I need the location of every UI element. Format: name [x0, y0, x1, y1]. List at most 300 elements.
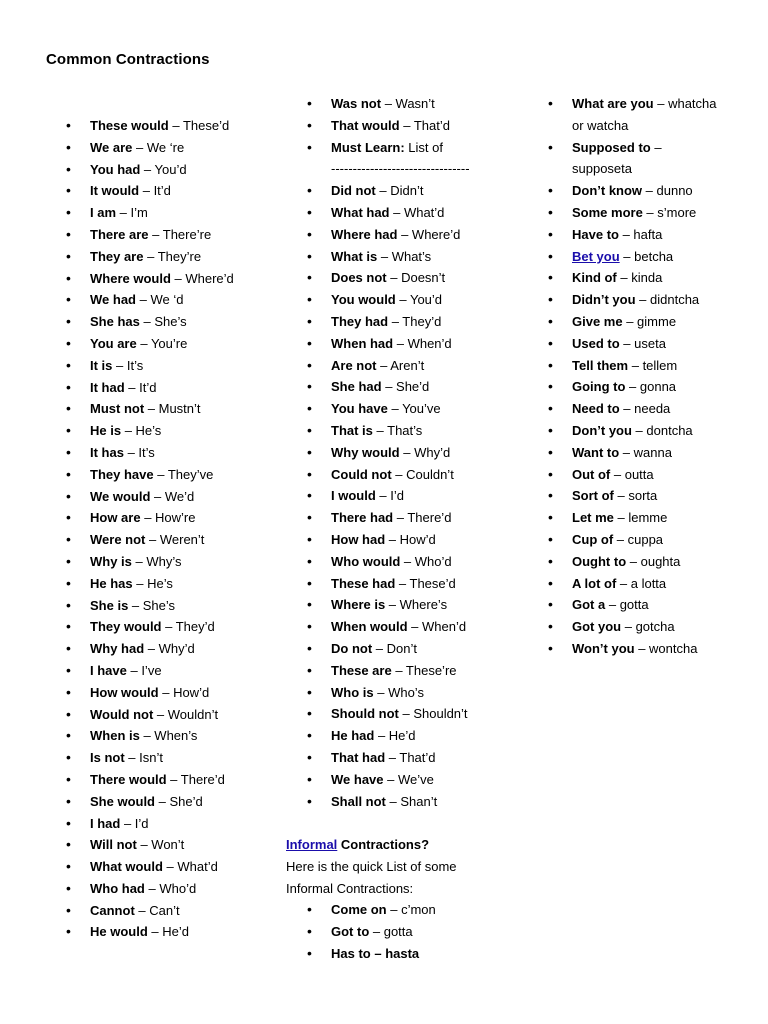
term: How had	[331, 531, 386, 547]
list-item	[66, 289, 258, 311]
contraction: – wontcha	[634, 640, 698, 656]
contraction: – It’d	[124, 379, 157, 395]
informal-link[interactable]: Informal	[286, 837, 338, 852]
term: Some more	[572, 204, 643, 220]
term: Got a	[572, 597, 606, 613]
list-item	[66, 311, 258, 333]
contraction: – There’re	[148, 226, 212, 242]
term: Have to	[572, 226, 619, 242]
list-item	[66, 747, 258, 769]
contraction: – What’s	[377, 248, 432, 264]
term: That would	[331, 117, 400, 133]
term: Must Learn:	[331, 139, 405, 155]
contraction: – Mustn’t	[144, 401, 201, 417]
term: Cup of	[572, 531, 614, 547]
term: What is	[331, 248, 378, 264]
term: When would	[331, 619, 408, 635]
list-item	[66, 725, 258, 747]
contraction: – Where’d	[397, 226, 461, 242]
list-item	[307, 594, 537, 616]
term: Could not	[331, 466, 392, 482]
list-item	[548, 529, 722, 551]
list-item	[548, 246, 722, 268]
list-item	[307, 442, 537, 464]
contraction: – Wasn’t	[381, 96, 435, 111]
list-item	[307, 660, 537, 682]
list-item	[307, 638, 537, 660]
term: We would	[90, 488, 151, 504]
list-item	[548, 376, 722, 398]
contraction: – lemme	[613, 510, 668, 526]
list-item	[66, 900, 258, 922]
contraction: – They’re	[143, 248, 202, 264]
list-item	[307, 791, 537, 813]
contraction: – There’d	[166, 771, 225, 787]
term: He has	[90, 575, 133, 591]
term: That had	[331, 749, 386, 765]
contraction: – Shan’t	[385, 793, 438, 809]
term: It has	[90, 444, 124, 460]
contraction: – These’re	[391, 662, 457, 678]
list-item	[548, 551, 722, 573]
contraction: – They’ve	[153, 466, 214, 482]
list-item	[307, 115, 537, 137]
list-item	[548, 355, 722, 377]
list-item	[307, 703, 537, 725]
list-item	[66, 202, 258, 224]
list-item	[66, 420, 258, 442]
list-item	[66, 464, 258, 486]
term: Shall not	[331, 793, 386, 809]
contraction: – It’s	[123, 444, 155, 460]
list-item	[66, 573, 258, 595]
list-item	[307, 158, 537, 180]
contraction: – These’d	[395, 575, 456, 591]
list-item	[548, 202, 722, 224]
term: When is	[90, 728, 140, 744]
informal-contractions-list	[307, 899, 527, 964]
term: Who would	[331, 553, 401, 569]
contraction: – supposeta	[572, 139, 662, 177]
contraction: – Who’d	[400, 553, 452, 569]
list-item	[307, 464, 537, 486]
term: We have	[331, 771, 384, 787]
contractions-column-3	[548, 93, 748, 660]
term: Will not	[90, 837, 137, 853]
list-item	[548, 93, 722, 137]
term: There had	[331, 510, 394, 526]
contraction: – a lotta	[616, 575, 667, 591]
list-item	[307, 725, 537, 747]
contraction: – c’mon	[386, 902, 436, 917]
contraction: – I’d	[120, 815, 149, 831]
term: That is	[331, 422, 373, 438]
list-item	[548, 594, 722, 616]
contraction: – Where’s	[385, 597, 448, 613]
term: Kind of	[572, 270, 617, 286]
list-item	[548, 442, 722, 464]
contraction: – When’d	[393, 335, 452, 351]
list-item	[548, 638, 722, 660]
contraction: – Aren’t	[376, 357, 425, 373]
informal-heading	[286, 834, 516, 856]
contraction: – She’s	[139, 314, 187, 330]
list-item	[307, 769, 537, 791]
list-item	[66, 246, 258, 268]
term: Is not	[90, 750, 125, 766]
contractions-column-2	[307, 93, 537, 812]
list-item	[307, 333, 537, 355]
term: Were not	[90, 532, 146, 548]
list-item	[307, 267, 537, 289]
contraction: – He’d	[374, 728, 416, 744]
contraction: List of	[404, 139, 443, 155]
list-item	[66, 813, 258, 835]
contraction: – Who’d	[144, 880, 197, 896]
term: He would	[90, 924, 148, 940]
term: She has	[90, 314, 140, 330]
term: We had	[90, 292, 136, 308]
contraction: – Didn’t	[375, 183, 424, 199]
contraction: – whatcha or watcha	[572, 96, 717, 133]
list-item	[307, 180, 537, 202]
list-item	[307, 93, 537, 115]
list-item	[66, 529, 258, 551]
term: How are	[90, 510, 141, 526]
list-item	[307, 398, 537, 420]
contraction: – Who’s	[373, 684, 424, 700]
list-item	[307, 573, 537, 595]
term: These had	[331, 575, 396, 591]
contraction: – He’s	[121, 423, 162, 439]
term: Who had	[90, 880, 145, 896]
term: Out of	[572, 466, 611, 482]
term: Got to	[331, 923, 370, 939]
contraction: – What’d	[162, 859, 218, 875]
term: Come on	[331, 902, 387, 917]
contraction: – When’s	[139, 728, 198, 744]
list-item	[66, 442, 258, 464]
list-item	[66, 682, 258, 704]
contraction: – I’ve	[126, 662, 162, 678]
term: A lot of	[572, 575, 617, 591]
term: She would	[90, 793, 155, 809]
term: There are	[90, 226, 149, 242]
list-item	[548, 420, 722, 442]
list-item	[66, 921, 258, 943]
list-item	[66, 834, 258, 856]
contraction: – didntcha	[635, 292, 700, 308]
list-item	[307, 311, 537, 333]
term: Would not	[90, 706, 154, 722]
list-item	[548, 573, 722, 595]
contraction: – cuppa	[613, 531, 664, 547]
list-item	[548, 311, 722, 333]
list-item	[307, 202, 537, 224]
term: She is	[90, 597, 129, 613]
contraction: – sorta	[613, 488, 658, 504]
contraction: – She’d	[155, 793, 203, 809]
term: How would	[90, 684, 159, 700]
contraction: – He’d	[147, 924, 189, 940]
list-item	[307, 137, 537, 159]
term: I am	[90, 205, 117, 221]
contraction: – dunno	[642, 183, 693, 199]
list-item	[66, 595, 258, 617]
contraction: – They’d	[388, 313, 442, 329]
term: Need to	[572, 401, 620, 417]
list-item	[66, 377, 258, 399]
list-item	[307, 507, 537, 529]
contraction: – I’m	[116, 205, 148, 221]
list-item	[66, 507, 258, 529]
contraction: – How’d	[385, 531, 436, 547]
term: Are not	[331, 357, 377, 373]
contraction: – Why’s	[131, 553, 182, 569]
informal-intro-line: Informal Contractions:	[286, 880, 414, 896]
contraction: – These’d	[168, 118, 230, 133]
term: When had	[331, 335, 394, 351]
contraction: – She’s	[128, 597, 176, 613]
list-item	[548, 224, 722, 246]
term: Why would	[331, 444, 400, 460]
page-title: Common Contractions	[46, 51, 210, 68]
contraction: – You’d	[395, 292, 443, 308]
contraction: – outta	[610, 466, 654, 482]
list-item	[548, 289, 722, 311]
list-item	[548, 485, 722, 507]
list-item	[66, 115, 258, 137]
list-item	[307, 485, 537, 507]
term: She had	[331, 379, 382, 395]
contraction: – There’d	[393, 510, 452, 526]
contraction: – gotcha	[621, 619, 675, 635]
term: Ought to	[572, 553, 627, 569]
list-item	[307, 899, 527, 921]
contraction: – hafta	[618, 226, 663, 242]
contraction: – gotta	[369, 923, 413, 939]
list-item	[548, 616, 722, 638]
informal-heading-rest: Contractions?	[337, 837, 430, 852]
contraction: – kinda	[616, 270, 663, 286]
term: They are	[90, 248, 144, 264]
list-item	[66, 137, 258, 159]
contraction: – That’d	[399, 117, 450, 133]
list-item	[307, 943, 527, 965]
list-item	[307, 921, 527, 943]
term: Where would	[90, 270, 171, 286]
contraction: – betcha	[619, 248, 674, 264]
contraction: – Wouldn’t	[153, 706, 219, 722]
term-link[interactable]: Bet you	[572, 248, 620, 264]
list-item	[307, 246, 537, 268]
term: Where is	[331, 597, 386, 613]
contraction: – Couldn’t	[391, 466, 454, 482]
term: I have	[90, 662, 127, 678]
contraction: – You’re	[136, 335, 188, 351]
contraction: – We’d	[150, 488, 195, 504]
contraction: – They’d	[161, 619, 215, 635]
term: Do not	[331, 640, 373, 656]
term: Tell them	[572, 357, 629, 373]
list-item	[307, 551, 537, 573]
term: Cannot	[90, 902, 135, 918]
contraction: – Why’d	[399, 444, 451, 460]
term: Got you	[572, 619, 622, 635]
informal-intro-line: Here is the quick List of some	[286, 858, 457, 874]
list-item	[548, 333, 722, 355]
contraction: – How’d	[158, 684, 210, 700]
term: Why is	[90, 553, 132, 569]
term: Should not	[331, 706, 399, 722]
contractions-column-1	[66, 115, 286, 943]
list-item	[307, 747, 537, 769]
list-item	[307, 682, 537, 704]
term: They had	[331, 313, 389, 329]
contraction: – We ‘re	[132, 139, 185, 155]
term: They would	[90, 619, 162, 635]
list-item	[307, 420, 537, 442]
contraction: – wanna	[619, 444, 672, 460]
list-item	[66, 486, 258, 508]
contraction: – That’s	[372, 422, 423, 438]
term: Didn’t you	[572, 292, 636, 308]
term: It would	[90, 183, 140, 199]
contraction: – gimme	[622, 313, 677, 329]
term: Let me	[572, 510, 614, 526]
term: Does not	[331, 270, 387, 286]
term: You would	[331, 292, 396, 308]
list-item	[66, 638, 258, 660]
term: Want to	[572, 444, 620, 460]
term: There would	[90, 771, 167, 787]
contraction: – Why’d	[144, 641, 195, 657]
list-item	[66, 660, 258, 682]
term: They have	[90, 466, 154, 482]
term: Don’t you	[572, 422, 632, 438]
list-item	[548, 398, 722, 420]
term: Who is	[331, 684, 374, 700]
contraction: – We ‘d	[136, 292, 184, 308]
term: Going to	[572, 379, 626, 395]
contraction: – We’ve	[383, 771, 434, 787]
list-item	[66, 159, 258, 181]
contraction: – Where’d	[170, 270, 234, 286]
contraction: – dontcha	[631, 422, 693, 438]
contraction: – You’d	[140, 161, 187, 177]
contraction: – Doesn’t	[386, 270, 446, 286]
term: Won’t you	[572, 640, 635, 656]
list-item	[548, 507, 722, 529]
contraction: – Can’t	[134, 902, 180, 918]
term: Has to	[331, 945, 371, 961]
list-item	[66, 769, 258, 791]
contraction: – Don’t	[372, 640, 417, 656]
informal-section	[286, 834, 516, 899]
term: Must not	[90, 401, 145, 417]
list-item	[66, 355, 258, 377]
contraction: – That’d	[385, 749, 436, 765]
term: Used to	[572, 335, 620, 351]
list-item	[307, 529, 537, 551]
list-item	[66, 268, 258, 290]
list-item	[548, 180, 722, 202]
contraction: – She’d	[381, 379, 430, 395]
term: Sort of	[572, 488, 614, 504]
list-item	[66, 398, 258, 420]
contraction: – What’d	[389, 204, 445, 220]
contraction: – tellem	[628, 357, 678, 373]
list-item	[66, 791, 258, 813]
term: These would	[90, 118, 169, 133]
list-item	[66, 551, 258, 573]
list-item	[307, 616, 537, 638]
list-item	[66, 878, 258, 900]
term: Supposed to	[572, 139, 651, 155]
contraction: – I’d	[375, 488, 404, 504]
term: What would	[90, 859, 163, 875]
contraction: – hasta	[370, 945, 420, 961]
list-item	[307, 224, 537, 246]
list-item	[548, 464, 722, 486]
list-item	[307, 376, 537, 398]
term: What had	[331, 204, 390, 220]
contraction: – When’d	[407, 619, 467, 635]
term: I would	[331, 488, 376, 504]
contraction: – Isn’t	[124, 750, 163, 766]
list-item	[66, 180, 258, 202]
list-item	[66, 704, 258, 726]
list-item	[66, 224, 258, 246]
contraction: --------------------------------	[331, 161, 470, 177]
contraction: – gotta	[605, 597, 649, 613]
term: Did not	[331, 183, 376, 199]
contraction: – Won’t	[136, 837, 185, 853]
term: What are you	[572, 96, 654, 111]
term: Was not	[331, 96, 382, 111]
contraction: – He’s	[132, 575, 173, 591]
list-item	[307, 289, 537, 311]
list-item	[66, 856, 258, 878]
term: Why had	[90, 641, 145, 657]
contraction: – needa	[619, 401, 671, 417]
contraction: – useta	[619, 335, 666, 351]
term: It had	[90, 379, 125, 395]
term: You had	[90, 161, 141, 177]
term: You are	[90, 335, 137, 351]
term: You have	[331, 401, 388, 417]
contraction: – You’ve	[387, 401, 441, 417]
contraction: – How’re	[140, 510, 196, 526]
term: It is	[90, 357, 113, 373]
contraction: – Shouldn’t	[398, 706, 468, 722]
term: I had	[90, 815, 121, 831]
contraction: – gonna	[625, 379, 677, 395]
term: These are	[331, 662, 392, 678]
contraction: – It’d	[139, 183, 171, 199]
list-item	[548, 137, 722, 181]
contraction: – oughta	[626, 553, 681, 569]
list-item	[307, 355, 537, 377]
term: He had	[331, 728, 375, 744]
list-item	[66, 616, 258, 638]
list-item	[66, 333, 258, 355]
term: Don’t know	[572, 183, 643, 199]
contraction: – Weren’t	[145, 532, 205, 548]
term: Where had	[331, 226, 398, 242]
contraction: – It’s	[112, 357, 144, 373]
term: Give me	[572, 313, 623, 329]
